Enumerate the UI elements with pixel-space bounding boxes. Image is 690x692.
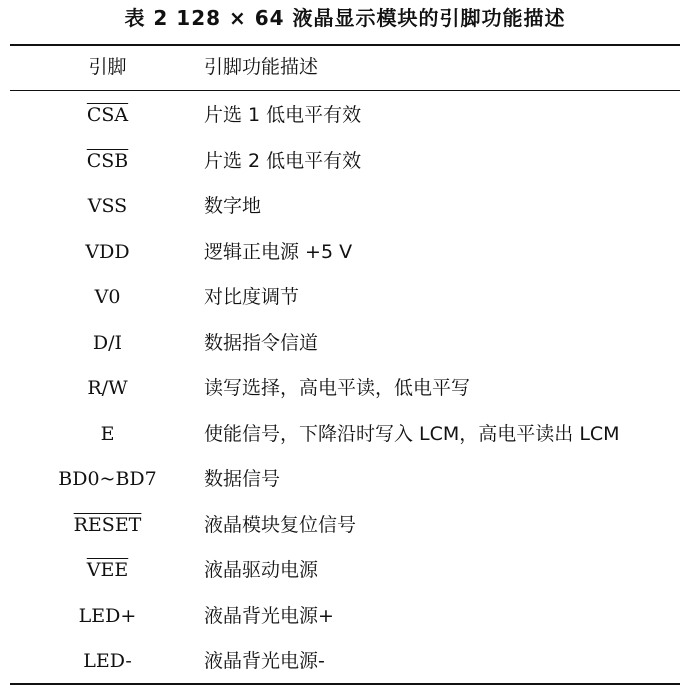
pin-description: 使能信号，下降沿时写入 LCM，高电平读出 LCM: [204, 422, 620, 445]
table-row: [0, 277, 690, 323]
table-row: [0, 641, 690, 687]
table-header-row: [0, 52, 690, 82]
pin-description: 片选 1 低电平有效: [204, 104, 362, 126]
pin-description: 液晶驱动电源: [204, 559, 319, 581]
table-row: [0, 368, 690, 414]
table-header-rule: [10, 90, 680, 91]
pin-description: 数字地: [204, 195, 262, 217]
pin-cell: [10, 232, 205, 272]
header-pin: 引脚: [88, 56, 127, 78]
pin-description: 片选 2 低电平有效: [204, 149, 362, 172]
pin-description: 液晶背光电源-: [204, 650, 325, 672]
table-row: [0, 596, 690, 642]
pin-description: 数据信号: [204, 468, 281, 490]
table-row: [0, 414, 690, 460]
pin-name: $\overline{VEE}$: [86, 559, 129, 581]
pin-cell: [10, 368, 205, 408]
pin-name: VSS: [87, 195, 128, 217]
pin-name: R/W: [87, 377, 128, 399]
pin-name: $\overline{CSB}$: [86, 149, 129, 172]
table-row: [0, 323, 690, 369]
pin-name: V0: [94, 286, 121, 308]
header-description: 引脚功能描述: [204, 56, 319, 78]
pin-cell: [10, 277, 205, 317]
pin-name: D/I: [92, 331, 123, 354]
table-row: [0, 141, 690, 187]
table-row: [0, 550, 690, 596]
table-bottom-rule: [10, 683, 680, 685]
pin-cell: [10, 186, 205, 226]
pin-description: 读写选择，高电平读，低电平写: [204, 377, 471, 399]
pin-description: 逻辑正电源 +5 V: [204, 240, 353, 263]
pin-description: 液晶模块复位信号: [204, 513, 357, 536]
pin-name: LED-: [83, 650, 132, 672]
pin-description: 对比度调节: [204, 286, 300, 308]
pin-cell: [10, 596, 205, 636]
pin-cell: [10, 141, 205, 181]
pin-name: BD0~BD7: [58, 468, 157, 490]
table-row: [0, 459, 690, 505]
table-body: [0, 95, 690, 687]
pin-cell: [10, 459, 205, 499]
pin-name: VDD: [85, 240, 130, 263]
pin-description: 液晶背光电源+: [204, 604, 334, 627]
table-row: [0, 186, 690, 232]
pin-cell: [10, 641, 205, 681]
table-row: [0, 95, 690, 141]
table-row: [0, 505, 690, 551]
pin-description: 数据指令信道: [204, 331, 319, 354]
pin-cell: [10, 323, 205, 363]
pin-name: E: [100, 422, 115, 445]
pin-cell: [10, 95, 205, 135]
pin-cell: [10, 505, 205, 545]
pin-cell: [10, 550, 205, 590]
table-row: [0, 232, 690, 278]
pin-name: LED+: [78, 604, 137, 627]
table-top-rule: [10, 44, 680, 46]
pin-name: $\overline{CSA}$: [86, 104, 129, 126]
pin-name: RESET: [73, 513, 142, 536]
table-caption: 表 2 128 × 64 液晶显示模块的引脚功能描述: [124, 6, 566, 30]
pin-cell: [10, 414, 205, 454]
